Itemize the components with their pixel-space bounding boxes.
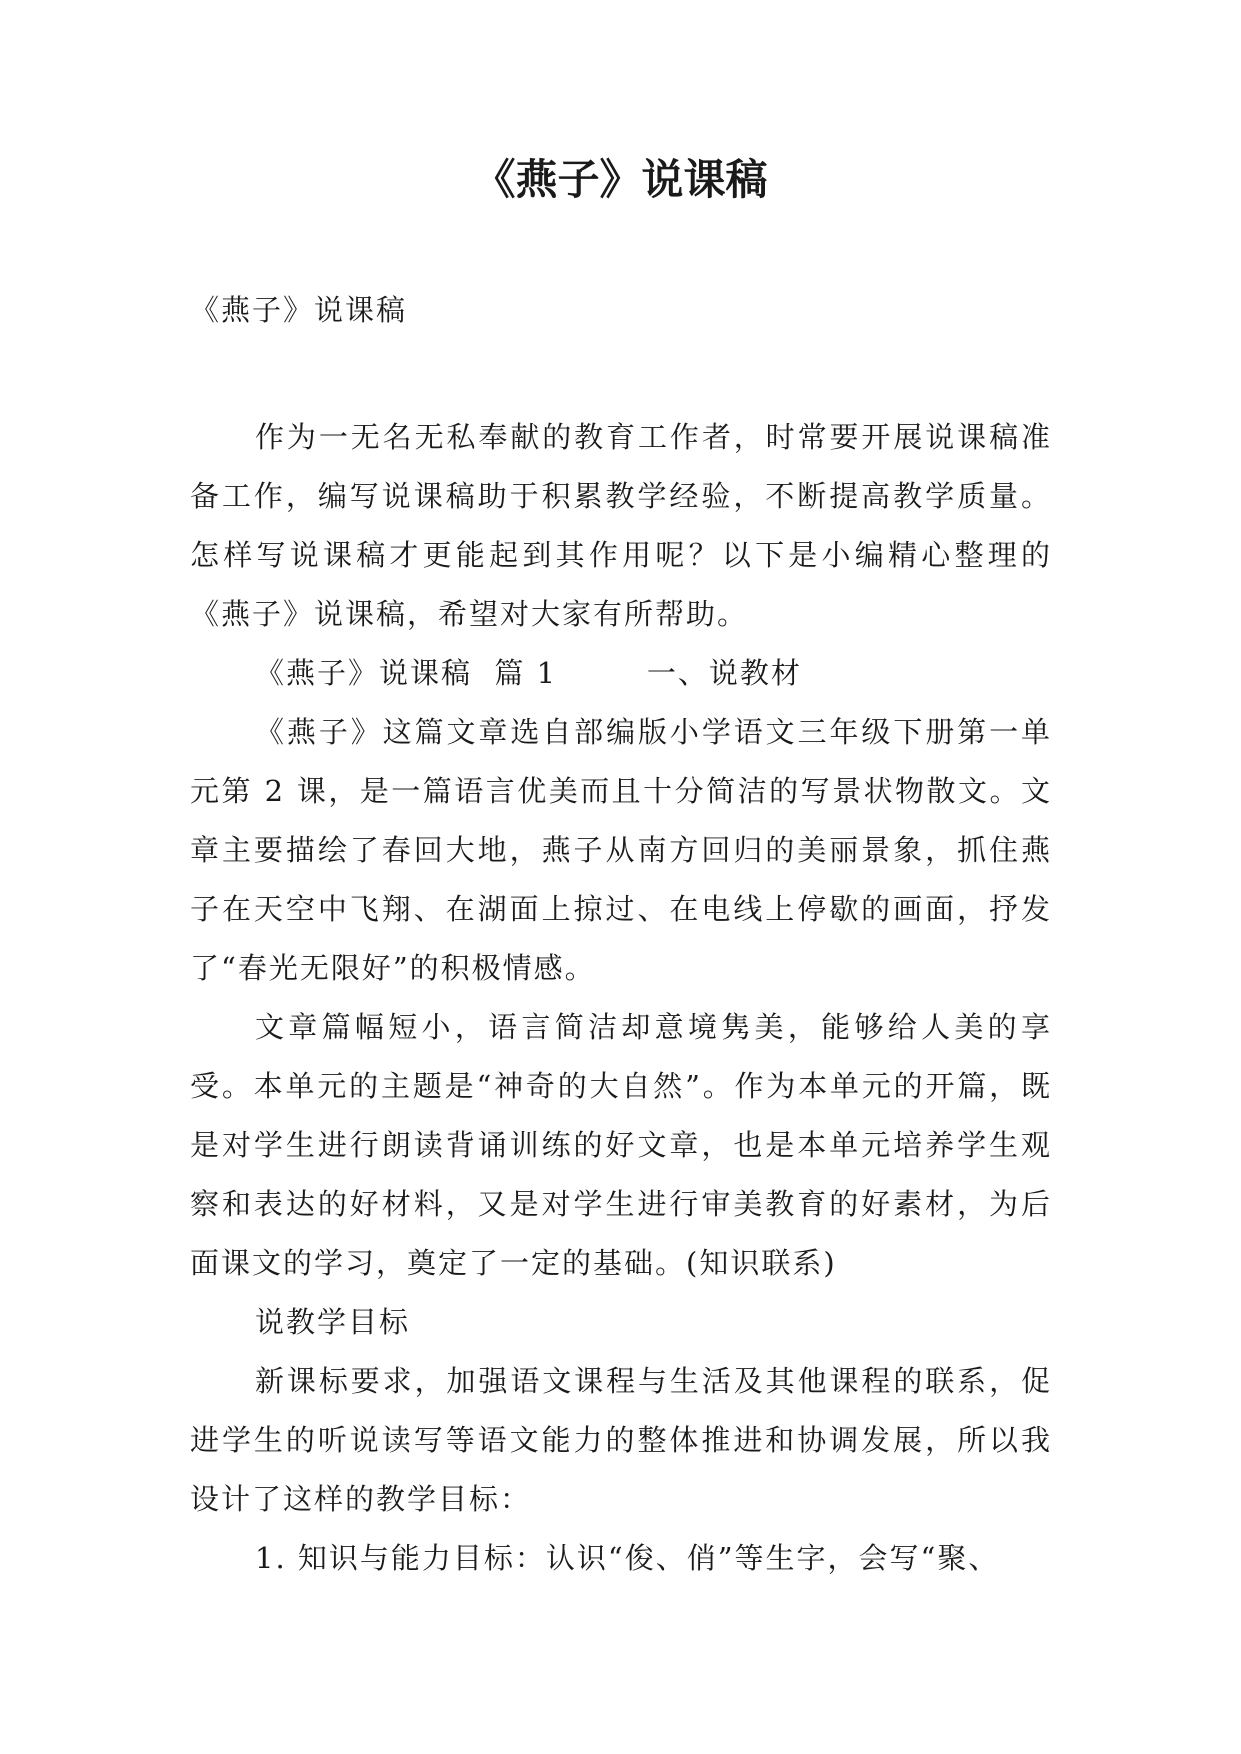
paragraph-objective-1: 1. 知识与能力目标：认识“俊、俏”等生字，会写“聚、 (255, 1541, 1000, 1575)
paragraph-section-heading: 《燕子》说课稿 篇 1 一、说教材 (255, 656, 802, 690)
paragraph-curriculum-requirements: 新课标要求，加强语文课程与生活及其他课程的联系，促进学生的听说读写等语文能力的整体推进和协调发展，所以我设计了这样的教学目标： (190, 1364, 1052, 1516)
paragraph-intro: 作为一无名无私奉献的教育工作者，时常要开展说课稿准备工作，编写说课稿助于积累教学经验，不断提高教学质量。怎样写说课稿才更能起到其作用呢？以下是小编精心整理的《燕子》说课稿，希望对大家有所帮助。 (190, 420, 1052, 631)
paragraph-textbook-description: 《燕子》这篇文章选自部编版小学语文三年级下册第一单元第 2 课，是一篇语言优美而且十分简洁的写景状物散文。文章主要描绘了春回大地，燕子从南方回归的美丽景象，抓住燕子在天空中飞翔、在湖面上掠过、在电线上停歇的画面，抒发了“春光无限好”的积极情感。 (190, 715, 1052, 985)
document-subtitle: 《燕子》说课稿 (190, 293, 408, 327)
paragraph-text-features: 文章篇幅短小，语言简洁却意境隽美，能够给人美的享受。本单元的主题是“神奇的大自然”。作为本单元的开篇，既是对学生进行朗读背诵训练的好文章，也是本单元培养学生观察和表达的好材料，又是对学生进行审美教育的好素材，为后面课文的学习，奠定了一定的基础。(知识联系) (190, 1010, 1052, 1280)
document-body (190, 408, 1052, 1588)
page-title: 《燕子》说课稿 (473, 155, 768, 204)
paragraph-objectives-heading: 说教学目标 (255, 1305, 411, 1339)
